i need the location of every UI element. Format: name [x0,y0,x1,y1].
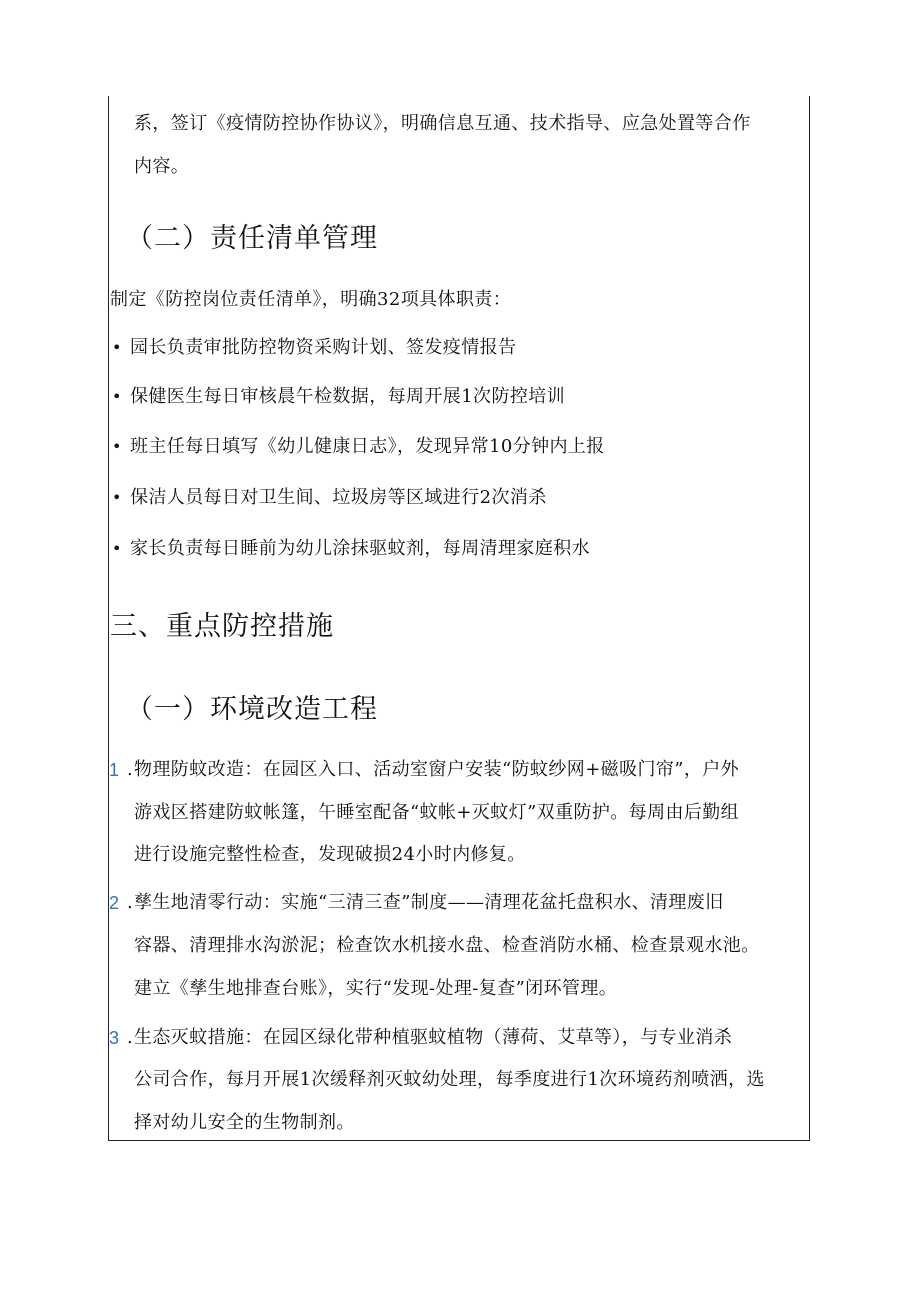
item-line: 公司合作，每月开展1次缓释剂灭蚊幼处理，每季度进行1次环境药剂喷洒，选 [134,1069,765,1090]
list-item: 保洁人员每日对卫生间、垃圾房等区域进行2次消杀 [130,487,547,508]
responsibility-heading: （二）责任清单管理 [126,223,378,254]
intro-line-2: 内容。 [134,156,190,177]
list-item: 班主任每日填写《幼儿健康日志》，发现异常10分钟内上报 [130,436,605,457]
bullet-marker: • [112,338,122,357]
item-number-dot: . [127,1027,133,1048]
item-line: 生态灭蚊措施：在园区绿化带种植驱蚊植物（薄荷、艾草等），与专业消杀 [134,1027,733,1048]
bullet-marker: • [112,437,122,456]
item-line: 择对幼儿安全的生物制剂。 [134,1112,355,1133]
item-line: 建立《孳生地排查台账》，实行“发现-处理-复查”闭环管理。 [134,978,618,999]
list-item: 园长负责审批防控物资采购计划、签发疫情报告 [130,337,517,358]
measures-subheading: （一）环境改造工程 [126,694,378,725]
item-number: 3 [109,1028,120,1048]
item-line: 容器、清理排水沟淤泥；检查饮水机接水盘、检查消防水桶、检查景观水池。 [134,935,760,956]
intro-line-1: 系，签订《疫情防控协作协议》，明确信息互通、技术指导、应急处置等合作 [134,113,751,134]
list-item: 保健医生每日审核晨午检数据，每周开展1次防控培训 [130,386,566,407]
item-number: 1 [109,760,120,780]
item-number: 2 [109,893,120,913]
item-line: 物理防蚊改造：在园区入口、活动室窗户安装“防蚊纱网+磁吸门帘”，户外 [134,759,740,780]
item-line: 进行设施完整性检查，发现破损24小时内修复。 [134,844,526,865]
list-item: 家长负责每日睡前为幼儿涂抹驱蚊剂，每周清理家庭积水 [130,538,590,559]
item-number-dot: . [127,759,133,780]
item-number-dot: . [127,892,133,913]
item-line: 游戏区搭建防蚊帐篷，午睡室配备“蚊帐+灭蚊灯”双重防护。每周由后勤组 [134,802,740,823]
bullet-marker: • [112,539,122,558]
bullet-marker: • [112,387,122,406]
bullet-marker: • [112,488,122,507]
item-line: 孳生地清零行动：实施“三清三查”制度——清理花盆托盘积水、清理废旧 [134,892,724,913]
measures-heading: 三、重点防控措施 [110,611,334,642]
responsibility-intro: 制定《防控岗位责任清单》，明确32项具体职责： [110,289,512,310]
